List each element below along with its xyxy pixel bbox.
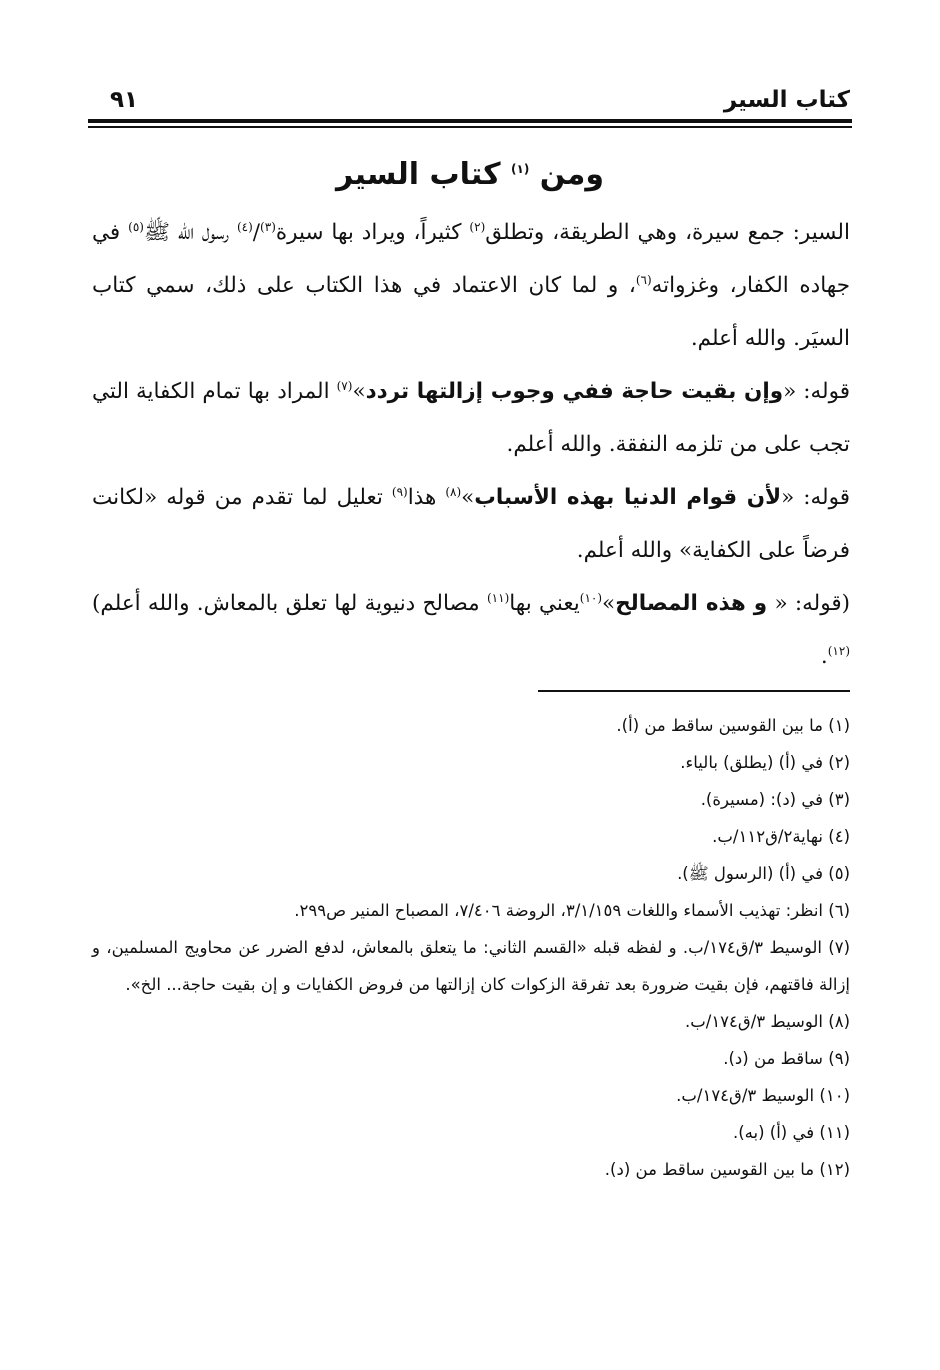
text-run: مصالح دنيوية لها تعلق بالمعاش. والله أعلم) [92,591,487,616]
chapter-title [90,152,850,198]
footnote-1: (١) ما بين القوسين ساقط من (أ). [616,716,850,735]
footnote-11: (١١) في (أ) (به). [732,1123,850,1142]
paragraph-3 [92,471,850,577]
chapter-title-before: ومن [529,157,604,192]
footnote-12: (١٢) ما بين القوسين ساقط من (د). [604,1160,850,1179]
body-text [92,206,850,683]
footnote-ref: (٧) [336,378,353,393]
footnotes [92,707,850,1188]
footnote-separator [538,690,850,692]
chapter-title-after: كتاب السير [336,157,511,192]
footnote-2: (٢) في (أ) (يطلق) بالياء. [680,753,850,772]
text-run: كثيراً، ويراد بها سيرة [275,220,470,245]
text-run: المراد بها تمام الكفاية التي تجب على من تلزمه النفقة. والله أعلم. [92,379,850,457]
footnote-6: (٦) انظر: تهذيب الأسماء واللغات ٣/١/١٥٩، الروضة ٧/٤٠٦، المصباح المنير ص٢٩٩. [294,901,850,920]
footnote-ref: (٩) [391,484,408,499]
footnote-5: (٥) في (أ) (الرسول ﷺ). [677,864,850,883]
text-run: قوله: « [781,485,850,510]
text-run: / [252,220,261,245]
text-run: السير: جمع سيرة، وهي الطريقة، وتطلق [485,220,850,245]
footnote-ref: (٣) [260,219,276,234]
running-header-title: كتاب السير [723,87,850,113]
footnote-ref: (١) [511,162,530,176]
text-run: ، و لما كان الاعتماد في هذا الكتاب على ذلك، سمي كتاب السيَر. والله أعلم. [92,273,850,351]
text-run: » [352,379,366,404]
footnote-10: (١٠) الوسيط ٣/ق١٧٤/ب. [676,1086,850,1105]
footnote-ref: (٤) [236,219,253,234]
footnote-ref: (٦) [635,272,652,287]
footnote-3: (٣) في (د): (مسيرة). [700,790,850,809]
footnote-ref: (١٢) [827,643,850,658]
footnote-8: (٨) الوسيط ٣/ق١٧٤/ب. [684,1012,850,1031]
footnote-9: (٩) ساقط من (د). [723,1049,850,1068]
footnote-ref: (٢) [469,219,486,234]
text-run: تعليل لما تقدم من قوله «لكانت فرضاً على الكفاية» والله أعلم. [92,485,850,563]
footnote-ref: (١١) [486,590,510,605]
text-run: (قوله: « [767,591,850,616]
header-rule-thin [88,126,852,128]
footnote-4: (٤) نهاية٢/ق١١٢/ب. [712,827,850,846]
footnote-ref: (١٠) [579,590,603,605]
text-run: هذا [407,485,446,510]
header-rule [88,119,852,123]
running-header [90,86,850,116]
text-run: رسول الله ﷺ [143,220,237,245]
quoted-text: و هذه المصالح [615,591,768,616]
footnote-7: (٧) الوسيط ٣/ق١٧٤/ب. و لفظه قبله «القسم الثاني: ما يتعلق بالمعاش، لدفع الضرر عن محاويج المسلمين، و إزالة فاقتهم، فإن بقيت ضرورة بعد تفرقة الزكوات كان إزالتها من فروض الكفايات و إن بقيت حاجة... الخ». [92,938,851,994]
page-number: ٩١ [110,87,139,113]
paragraph-1 [92,206,850,365]
text-run: قوله: « [783,379,850,404]
footnote-ref: (٨) [445,484,462,499]
paragraph-4 [92,577,850,683]
text-run: . [820,644,828,669]
text-run: في جهاده الكفار، وغزواته [92,220,850,298]
footnote-ref: (٥) [128,219,144,234]
text-run: » [461,485,475,510]
paragraph-2 [92,365,850,471]
quoted-text: لأن قوام الدنيا بهذه الأسباب [474,485,782,510]
quoted-text: وإن بقيت حاجة ففي وجوب إزالتها تردد [365,379,784,404]
text-run: يعني بها [509,591,580,616]
text-run: » [602,591,616,616]
